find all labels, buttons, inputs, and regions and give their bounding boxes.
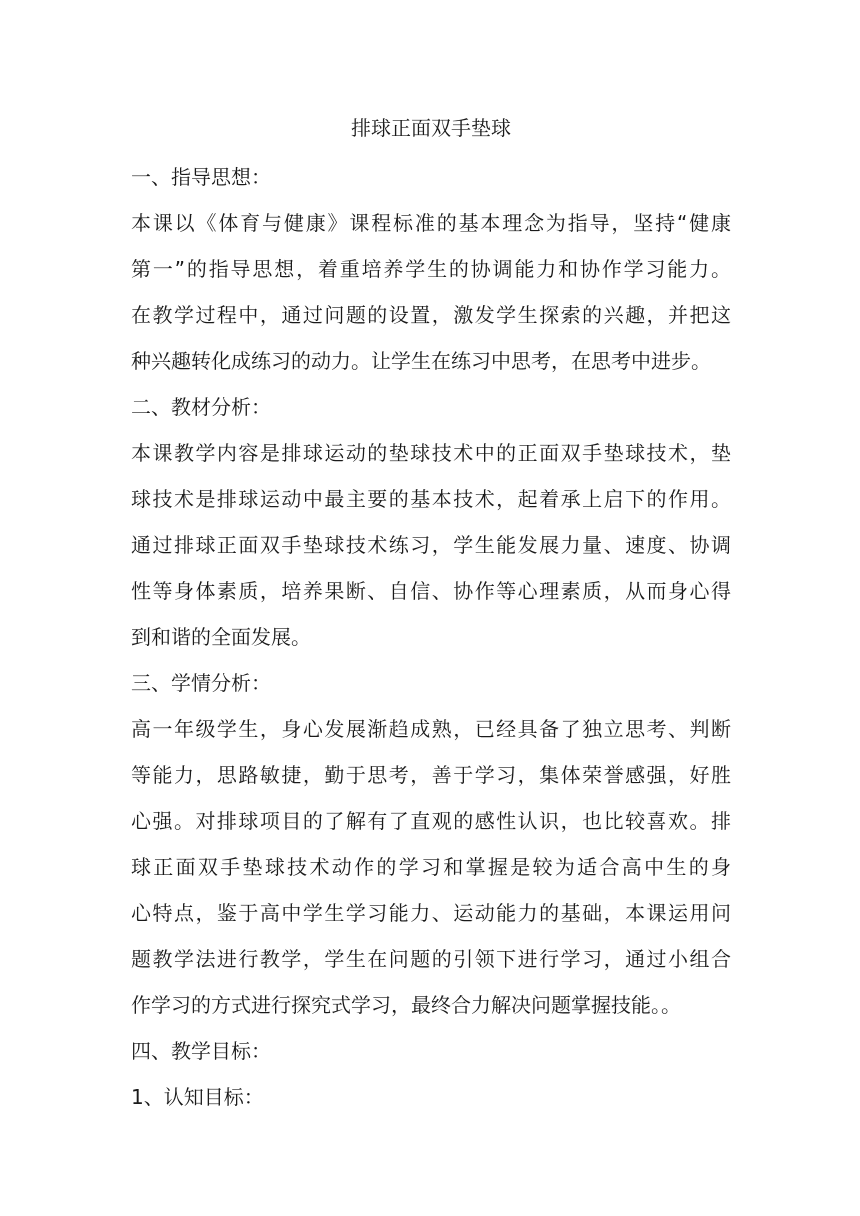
section-student-analysis [131, 660, 731, 1028]
paragraph-line: 心强。对排球项目的了解有了直观的感性认识，也比较喜欢。排 [131, 809, 731, 833]
section-heading: 一、指导思想： [131, 165, 271, 189]
paragraph-line: 本课教学内容是排球运动的垫球技术中的正面双手垫球技术，垫 [131, 441, 731, 465]
paragraph-line: 作学习的方式进行探究式学习，最终合力解决问题掌握技能。。 [131, 993, 681, 1017]
section-guiding-ideology [131, 154, 731, 384]
section-material-analysis [131, 384, 731, 660]
document-body [131, 108, 731, 1120]
paragraph-line: 性等身体素质，培养果断、自信、协作等心理素质，从而身心得 [131, 579, 731, 603]
subsection-heading: 1、认知目标： [131, 1085, 264, 1109]
section-heading: 四、教学目标： [131, 1039, 271, 1063]
paragraph-line: 高一年级学生，身心发展渐趋成熟，已经具备了独立思考、判断 [131, 717, 731, 741]
document-title: 排球正面双手垫球 [351, 116, 511, 140]
paragraph-line: 题教学法进行教学，学生在问题的引领下进行学习，通过小组合 [131, 947, 731, 971]
section-teaching-goals [131, 1028, 731, 1120]
paragraph-line: 等能力，思路敏捷，勤于思考，善于学习，集体荣誉感强，好胜 [131, 763, 731, 787]
paragraph-line: 在教学过程中，通过问题的设置，激发学生探索的兴趣，并把这 [131, 303, 731, 327]
section-heading: 三、学情分析： [131, 671, 271, 695]
paragraph-line: 种兴趣转化成练习的动力。让学生在练习中思考，在思考中进步。 [131, 349, 711, 373]
paragraph-line: 球技术是排球运动中最主要的基本技术，起着承上启下的作用。 [131, 487, 731, 511]
section-paragraph [131, 430, 731, 660]
section-paragraph [131, 706, 731, 1028]
paragraph-line: 第一”的指导思想，着重培养学生的协调能力和协作学习能力。 [131, 257, 731, 281]
section-paragraph [131, 200, 731, 384]
paragraph-line: 心特点，鉴于高中学生学习能力、运动能力的基础，本课运用问 [131, 901, 731, 925]
paragraph-line: 到和谐的全面发展。 [131, 625, 311, 649]
paragraph-line: 球正面双手垫球技术动作的学习和掌握是较为适合高中生的身 [131, 855, 731, 879]
section-heading: 二、教材分析： [131, 395, 271, 419]
paragraph-line: 通过排球正面双手垫球技术练习，学生能发展力量、速度、协调 [131, 533, 731, 557]
paragraph-line: 本课以《体育与健康》课程标准的基本理念为指导，坚持“健康 [131, 211, 731, 235]
